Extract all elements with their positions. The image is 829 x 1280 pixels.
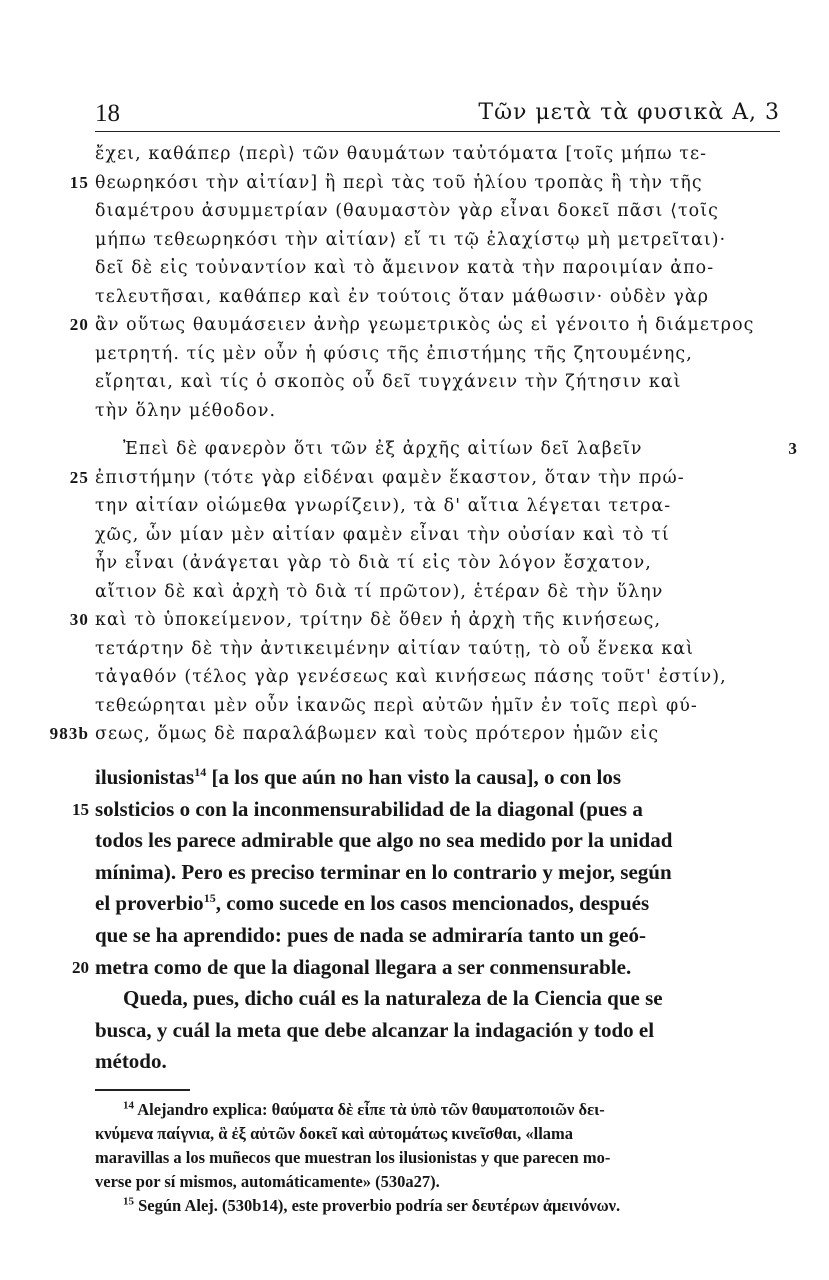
footnote-text: Según Alej. (530b14), este proverbio podría ser δευτέρων ἀμεινόνων. xyxy=(134,1196,621,1215)
line-number: 20 xyxy=(72,957,89,977)
running-header xyxy=(95,100,780,130)
translation-text: solsticios o con la inconmensurabilidad de la diagonal (pues a xyxy=(95,796,643,821)
greek-line xyxy=(95,368,780,397)
translation-text: el proverbio xyxy=(95,891,204,916)
greek-line xyxy=(95,340,780,369)
line-number: 30 xyxy=(69,610,89,629)
footnotes xyxy=(95,1098,780,1218)
greek-line xyxy=(69,464,780,493)
translation-line xyxy=(95,888,780,920)
greek-line-text: ἂν οὕτως θαυμάσειεν ἀνὴρ γεωμετρικὸς ὡς εἰ γένοιτο ἡ διάμετρος xyxy=(95,315,755,335)
footnote-number: 14 xyxy=(123,1099,134,1112)
translation-line xyxy=(95,857,780,889)
greek-line-text: αἴτιον δὲ καὶ ἀρχὴ τὸ διὰ τί πρῶτον), ἑτέραν δὲ τὴν ὕλην xyxy=(95,581,664,602)
footnote-ref[interactable]: 14 xyxy=(194,765,207,779)
line-number: 20 xyxy=(69,315,89,334)
greek-line xyxy=(69,169,780,198)
greek-line xyxy=(95,692,780,721)
greek-line xyxy=(95,435,798,464)
greek-line-text: τεθεώρηται μὲν οὖν ἱκανῶς περὶ αὐτῶν ἡμῖν ἐν τοῖς περὶ φύ- xyxy=(95,695,698,716)
greek-line-text: ἦν εἶναι (ἀνάγεται γὰρ τὸ διὰ τί εἰς τὸν λόγον ἔσχατον, xyxy=(95,553,652,573)
greek-line xyxy=(95,254,780,283)
translation-text: que se ha aprendido: pues de nada se admiraría tanto un geó- xyxy=(95,922,646,947)
footnote-ref[interactable]: 15 xyxy=(203,891,216,906)
greek-line-text: μήπω τεθεωρηκόσι τὴν αἰτίαν⟩ εἴ τι τῷ ἐλαχίστῳ μὴ μετρεῖται)· xyxy=(95,229,727,250)
greek-line-text: σεως, ὅμως δὲ παραλάβωμεν καὶ τοὺς πρότερον ἡμῶν εἰς xyxy=(95,724,660,744)
greek-line-text: διαμέτρου ἀσυμμετρίαν (θαυμαστὸν γὰρ εἶναι δοκεῖ πᾶσι ⟨τοῖς xyxy=(95,201,720,221)
translation-text: mínima). Pero es preciso terminar en lo contrario y mejor, según xyxy=(95,859,672,884)
translation-text: Queda, pues, dicho cuál es la naturaleza de la Ciencia que se xyxy=(123,986,663,1011)
line-number: 15 xyxy=(69,172,89,192)
header-rule xyxy=(95,131,780,132)
greek-line xyxy=(95,578,780,607)
greek-line xyxy=(95,197,780,226)
translation-text: ilusionistas xyxy=(95,765,195,789)
paragraph-gap xyxy=(95,425,780,435)
translation-text: todos les parece admirable que algo no sea medido por la unidad xyxy=(95,828,673,853)
greek-line xyxy=(95,549,780,578)
greek-line-text: ἔχει, καθάπερ ⟨περὶ⟩ τῶν θαυμάτων ταὐτόματα [τοῖς μήπω τε- xyxy=(95,144,708,164)
greek-line-text: θεωρηκόσι τὴν αἰτίαν] ἢ περὶ τὰς τοῦ ἡλίου τροπὰς ἢ τὴν τῆς xyxy=(95,172,703,193)
footnote-15 xyxy=(95,1194,780,1218)
greek-line xyxy=(95,635,780,664)
greek-text xyxy=(49,140,798,749)
greek-line-text: εἴρηται, καὶ τίς ὁ σκοπὸς οὗ δεῖ τυγχάνειν τὴν ζήτησιν καὶ xyxy=(95,372,682,392)
translation-line xyxy=(95,1046,780,1078)
footnote-text: maravillas a los muñecos que muestran los ilusionistas y que parecen mo- xyxy=(95,1148,611,1167)
greek-line xyxy=(69,606,780,635)
footnote-line xyxy=(95,1146,780,1170)
greek-line-text: Ἐπεὶ δὲ φανερὸν ὅτι τῶν ἐξ ἀρχῆς αἰτίων δεῖ λαβεῖν xyxy=(123,439,643,459)
footnote-number: 15 xyxy=(123,1195,134,1208)
translation-line xyxy=(95,1015,780,1047)
greek-line-text: καὶ τὸ ὑποκείμενον, τρίτην δὲ ὅθεν ἡ ἀρχὴ τῆς κινήσεως, xyxy=(95,610,662,630)
translation-text: [a los que aún no han visto la causa], o con los xyxy=(206,765,622,789)
greek-line xyxy=(69,311,780,340)
greek-line-text: μετρητή. τίς μὲν οὖν ἡ φύσις τῆς ἐπιστήμης τῆς ζητουμένης, xyxy=(95,343,693,364)
translation-text: método. xyxy=(95,1049,167,1074)
footnote-text: verse por sí mismos, automáticamente» (530a27). xyxy=(95,1172,440,1191)
footnote-14 xyxy=(95,1098,780,1122)
greek-line xyxy=(95,140,780,169)
footnote-line xyxy=(95,1122,780,1146)
greek-line-text: τὴν ὅλην μέθοδον. xyxy=(95,400,277,421)
greek-line-text: ἐπιστήμην (τότε γὰρ εἰδέναι φαμὲν ἕκαστον, ὅταν τὴν πρώ- xyxy=(95,467,685,488)
translation-text: , como sucede en los casos mencionados, después xyxy=(215,891,650,916)
greek-line-text: χῶς, ὧν μίαν μὲν αἰτίαν φαμὲν εἶναι τὴν οὐσίαν καὶ τὸ τί xyxy=(95,524,670,545)
greek-line-text: δεῖ δὲ εἰς τοὐναντίον καὶ τὸ ἄμεινον κατὰ τὴν παροιμίαν ἀπο- xyxy=(95,258,715,278)
translation-text: busca, y cuál la meta que debe alcanzar la indagación y todo el xyxy=(95,1017,655,1042)
footnote-text: κνύμενα παίγνια, ἃ ἐξ αὐτῶν δοκεῖ καὶ αὐτομάτως κινεῖσθαι, «llama xyxy=(95,1124,574,1143)
line-number: 15 xyxy=(72,799,89,819)
translation-line xyxy=(72,794,780,826)
translation-line xyxy=(72,952,780,984)
running-title: Τῶν μετὰ τὰ φυσικὰ Α, 3 xyxy=(478,100,780,125)
footnote-text: Alejandro explica: θαύματα δὲ εἶπε τὰ ὑπὸ τῶν θαυματοποιῶν δει- xyxy=(134,1100,605,1119)
translation-text: metra como de que la diagonal llegara a ser conmensurable. xyxy=(95,954,632,979)
greek-line xyxy=(95,397,780,426)
translation-line xyxy=(95,920,780,952)
spanish-translation xyxy=(72,762,780,1078)
chapter-marker: 3 xyxy=(788,439,798,458)
greek-line-text: την αἰτίαν οἰώμεθα γνωρίζειν), τὰ δ' αἴτια λέγεται τετρα- xyxy=(95,496,672,516)
greek-line-text: τετάρτην δὲ τὴν ἀντικειμένην αἰτίαν ταύτῃ, τὸ οὗ ἕνεκα καὶ xyxy=(95,638,695,659)
translation-line xyxy=(95,983,780,1015)
greek-line xyxy=(95,226,780,255)
line-number: 25 xyxy=(69,467,89,487)
greek-line-text: τελευτῆσαι, καθάπερ καὶ ἐν τούτοις ὅταν μάθωσιν· οὐδὲν γὰρ xyxy=(95,286,710,307)
greek-line xyxy=(95,663,780,692)
greek-line xyxy=(95,521,780,550)
translation-line xyxy=(95,762,780,794)
footnote-rule xyxy=(95,1089,190,1091)
greek-line-text: τἀγαθόν (τέλος γὰρ γενέσεως καὶ κινήσεως πάσης τοῦτ' ἐστίν), xyxy=(95,667,727,687)
translation-line xyxy=(95,825,780,857)
page-number: 18 xyxy=(95,100,120,127)
greek-line xyxy=(95,283,780,312)
line-number: 983b xyxy=(49,724,89,743)
greek-line xyxy=(95,492,780,521)
footnote-line xyxy=(95,1170,780,1194)
greek-line xyxy=(49,720,780,749)
